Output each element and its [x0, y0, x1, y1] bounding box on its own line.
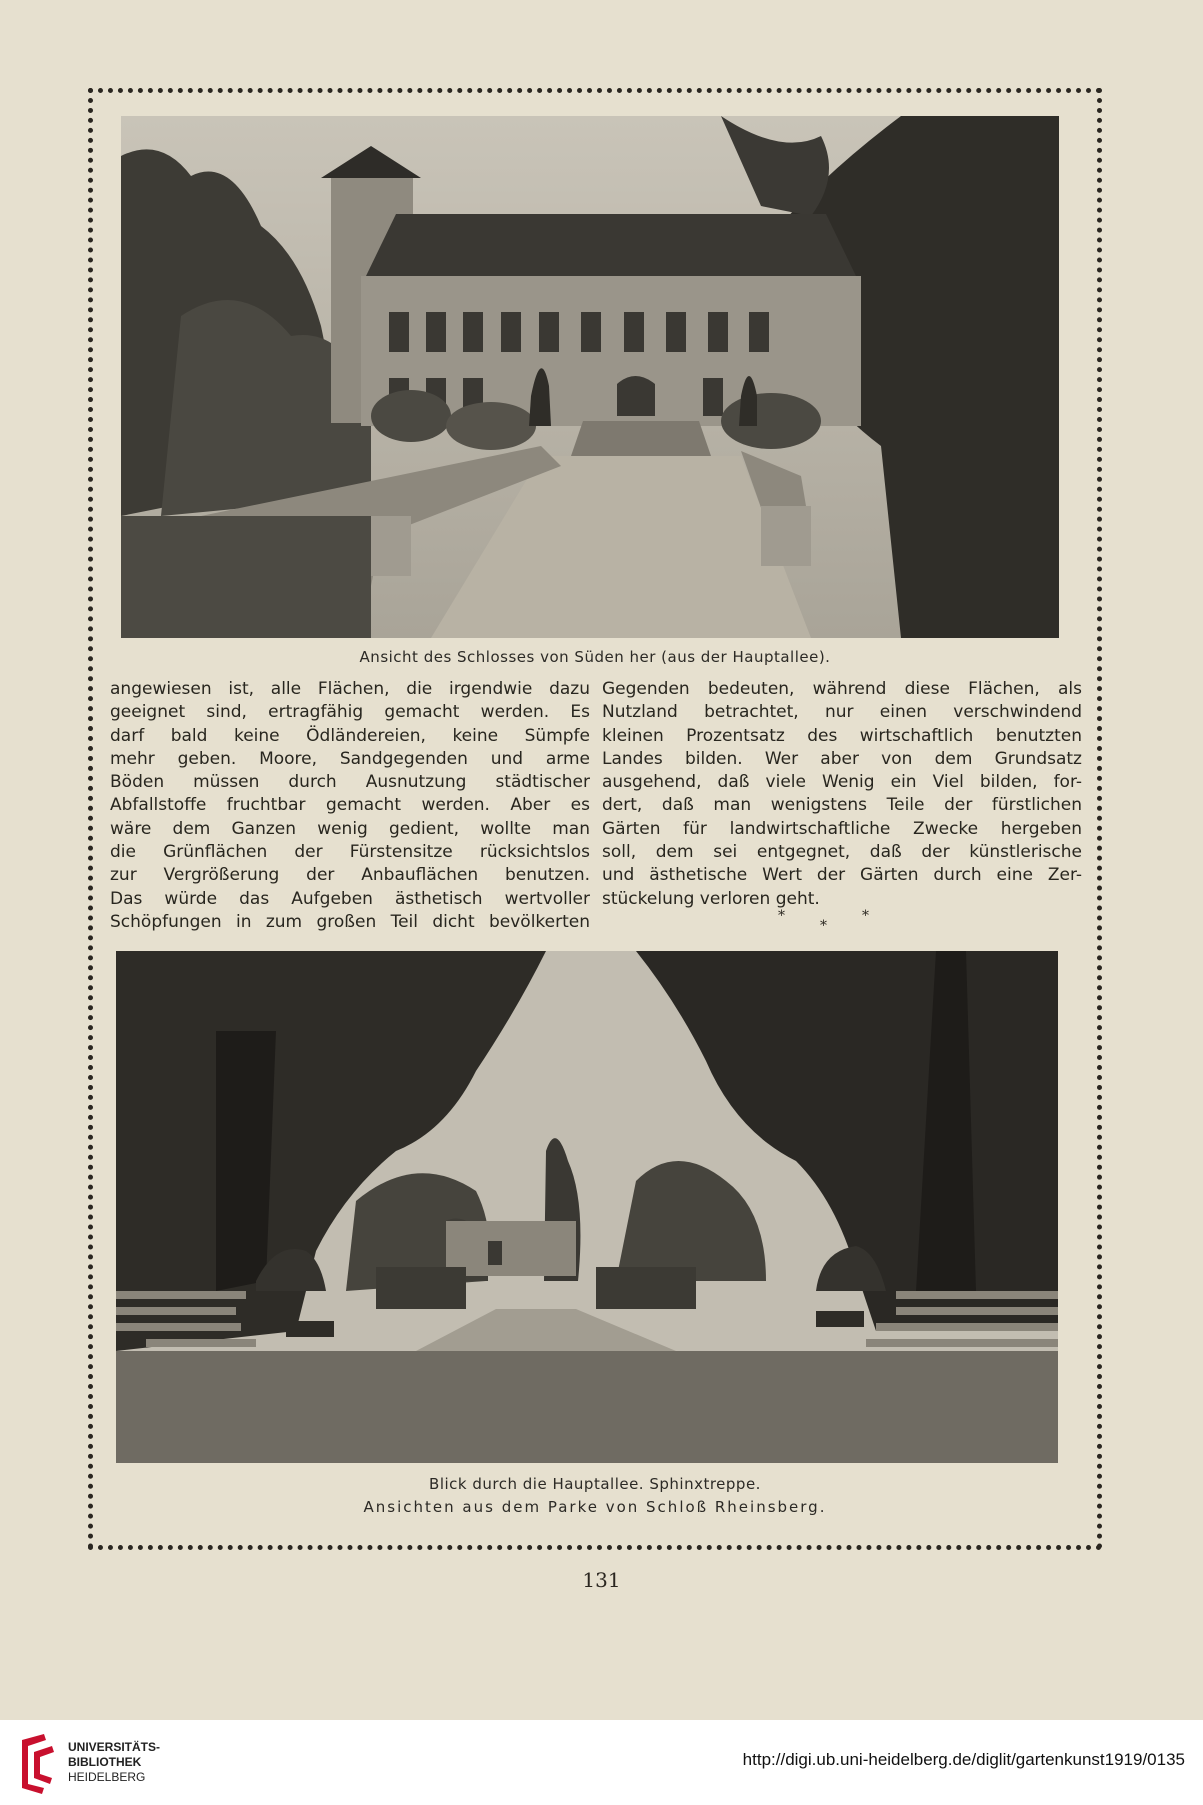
library-name	[68, 1740, 160, 1785]
castle-photo	[121, 116, 1059, 638]
separator-star: *	[820, 918, 827, 934]
library-name-line: UNIVERSITÄTS-	[68, 1740, 161, 1754]
text-line: zur Vergrößerung der Anbauflächen benutzen.	[110, 865, 590, 886]
text-line: stückelung verloren geht.	[602, 888, 820, 909]
library-name-line: BIBLIOTHEK	[68, 1755, 142, 1769]
text-line: wäre dem Ganzen wenig gedient, wollte man	[110, 818, 590, 839]
text-line: angewiesen ist, alle Flächen, die irgendwie dazu	[110, 679, 590, 699]
source-url-link[interactable]: http://digi.ub.uni-heidelberg.de/diglit/gartenkunst1919/0135	[742, 1750, 1185, 1769]
text-line: Gärten für landwirtschaftliche Zwecke hergeben	[602, 818, 1082, 839]
separator-star: *	[862, 908, 869, 924]
text-line: dert, daß man wenigstens Teile der fürstlichen	[602, 795, 1082, 816]
plates-title: Ansichten aus dem Parke von Schloß Rheinsberg.	[363, 1498, 827, 1516]
avenue-photo	[116, 951, 1058, 1463]
text-line: Abfallstoffe fruchtbar gemacht werden. Aber es	[110, 795, 590, 816]
text-line: die Grünflächen der Fürstensitze rücksichtslos	[110, 842, 590, 863]
text-line: ausgehend, daß viele Wenig ein Viel bilden, for-	[602, 772, 1082, 793]
text-column-right	[602, 678, 1082, 911]
text-line: geeignet sind, ertragfähig gemacht werden. Es	[110, 702, 590, 723]
text-line: kleinen Prozentsatz des wirtschaftlich benutzten	[602, 725, 1082, 746]
text-line: und ästhetische Wert der Gärten durch eine Zer-	[602, 865, 1082, 886]
text-line: Schöpfungen in zum großen Teil dicht bevölkerten	[110, 911, 590, 932]
library-footer	[0, 1720, 1203, 1805]
text-line: Gegenden bedeuten, während diese Flächen, als	[602, 679, 1082, 699]
text-line: Nutzland betrachtet, nur einen verschwindend	[602, 702, 1082, 723]
text-line: darf bald keine Ödländereien, keine Sümpfe	[110, 725, 590, 746]
text-line: Das würde das Aufgeben ästhetisch wertvoller	[110, 888, 590, 909]
avenue-photo-caption: Blick durch die Hauptallee. Sphinxtreppe.	[429, 1475, 761, 1493]
section-separator	[770, 908, 890, 932]
text-line: soll, dem sei entgegnet, daß der künstlerische	[602, 842, 1082, 863]
library-logo-icon	[14, 1730, 62, 1796]
text-line: Böden müssen durch Ausnutzung städtischer	[110, 772, 590, 793]
text-line: mehr geben. Moore, Sandgegenden und arme	[110, 748, 590, 769]
text-line: Landes bilden. Wer aber von dem Grundsatz	[602, 748, 1082, 769]
page-number: 131	[582, 1568, 621, 1592]
library-name-line: HEIDELBERG	[68, 1770, 146, 1784]
castle-photo-caption: Ansicht des Schlosses von Süden her (aus der Hauptallee).	[359, 648, 831, 666]
separator-star: *	[778, 908, 785, 924]
text-column-left	[110, 678, 590, 934]
